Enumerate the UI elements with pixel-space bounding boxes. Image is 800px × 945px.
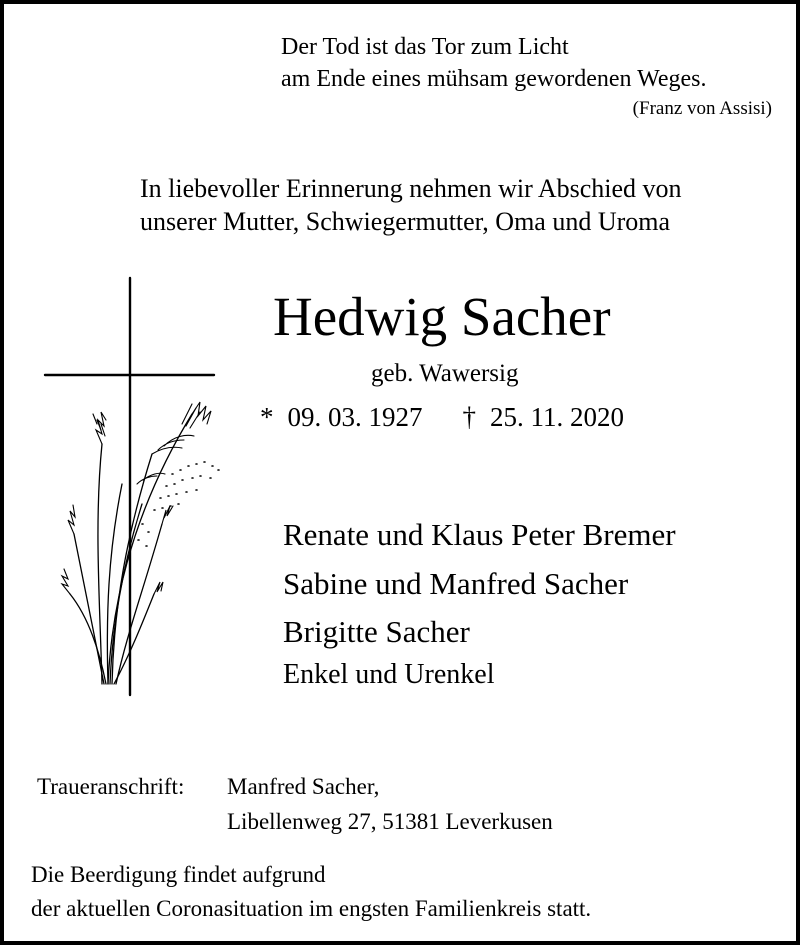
mourner-line: Enkel und Urenkel (283, 659, 495, 690)
address-line-1: Manfred Sacher, (227, 774, 380, 799)
mourner-line: Brigitte Sacher (283, 614, 470, 649)
funeral-note-line-2: der aktuellen Coronasituation im engsten Familienkreis statt. (31, 896, 592, 921)
deceased-name: Hedwig Sacher (273, 286, 611, 347)
intro-line-2: unserer Mutter, Schwiegermutter, Oma und Uroma (140, 207, 671, 236)
birth-star-icon: * (260, 402, 274, 432)
quote-line-2: am Ende eines mühsam gewordenen Weges. (281, 66, 707, 92)
intro-line-1: In liebevoller Erinnerung nehmen wir Abschied von (140, 174, 682, 203)
birth-name: geb. Wawersig (371, 360, 519, 387)
mourner-line: Sabine und Manfred Sacher (283, 566, 629, 601)
funeral-note-line-1: Die Beerdigung findet aufgrund (31, 862, 326, 887)
birth-date: 09. 03. 1927 (287, 402, 423, 432)
address-line-2: Libellenweg 27, 51381 Leverkusen (227, 809, 553, 834)
quote-line-1: Der Tod ist das Tor zum Licht (281, 34, 569, 60)
death-date: 25. 11. 2020 (490, 402, 624, 432)
cross-with-wheat-icon (42, 274, 227, 699)
death-cross-icon: † (462, 402, 476, 432)
quote-author: (Franz von Assisi) (632, 98, 772, 119)
address-label: Traueranschrift: (37, 774, 185, 799)
mourner-line: Renate und Klaus Peter Bremer (283, 517, 676, 552)
life-dates (260, 404, 624, 431)
